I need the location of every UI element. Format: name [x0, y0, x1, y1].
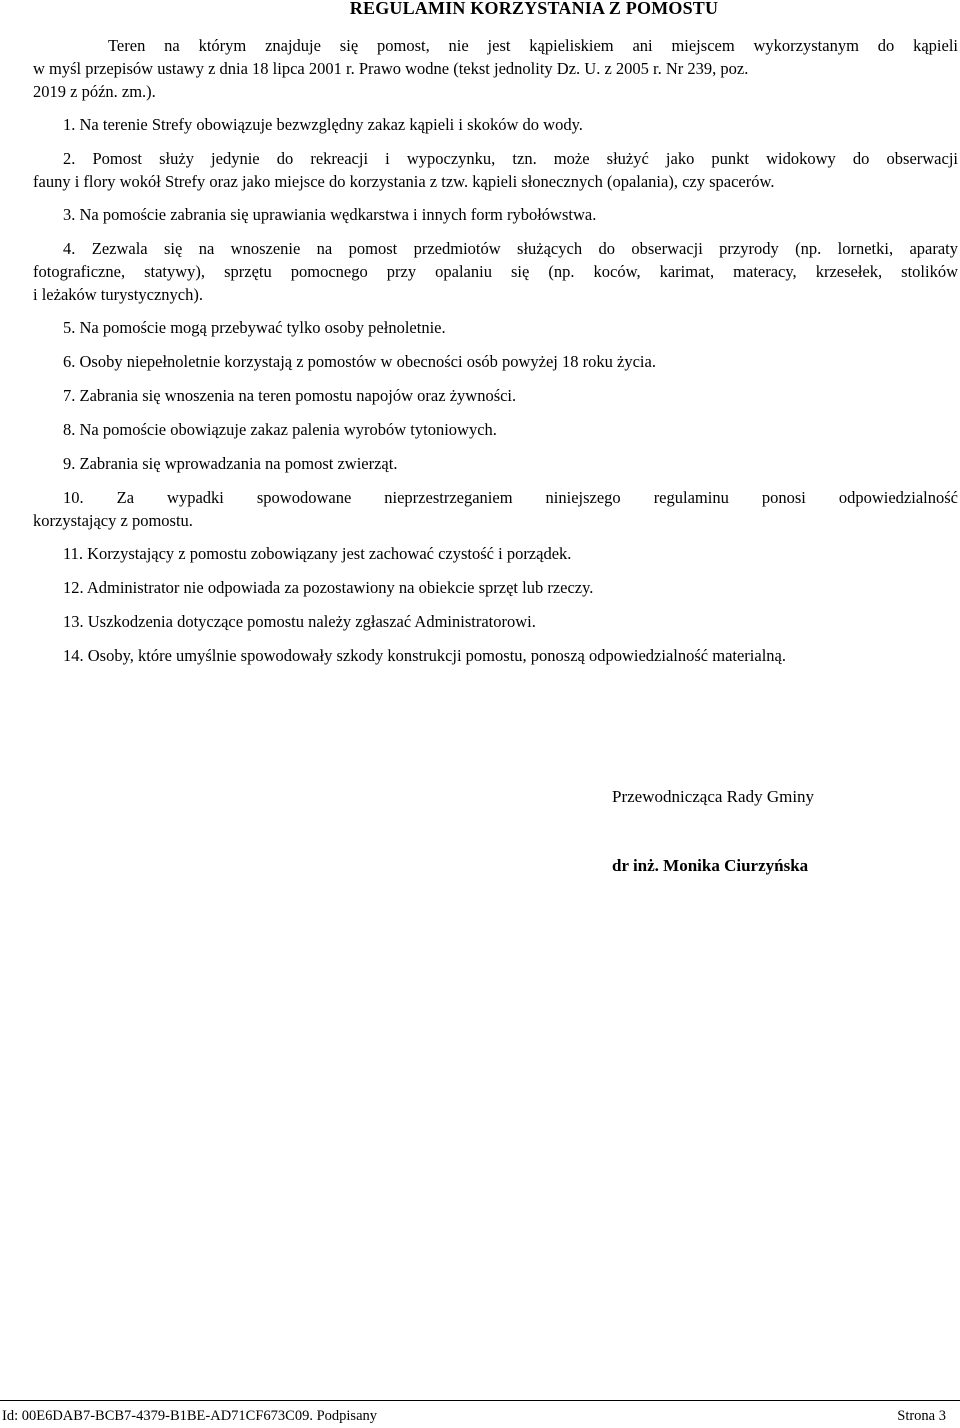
rule-item-3 — [33, 203, 958, 226]
rule-item-9 — [33, 452, 958, 475]
rule-item-10 — [33, 486, 958, 532]
rule-text: 12. Administrator nie odpowiada za pozostawiony na obiekcie sprzęt lub rzeczy. — [63, 578, 594, 597]
rule-text: 8. Na pomoście obowiązuje zakaz palenia wyrobów tytoniowych. — [63, 420, 497, 439]
signature-name: dr inż. Monika Ciurzyńska — [612, 856, 809, 875]
rule-item-11 — [33, 542, 958, 565]
intro-line-3: 2019 z późn. zm.). — [33, 82, 156, 101]
intro-line-2: w myśl przepisów ustawy z dnia 18 lipca 2001 r. Prawo wodne (tekst jednolity Dz. U. z 2005 r. Nr 239, poz. — [33, 59, 749, 78]
page-title: REGULAMIN KORZYSTANIA Z POMOSTU — [349, 0, 719, 18]
rule-item-2 — [33, 147, 958, 193]
rule-text-cont: fotograficzne, statywy), sprzętu pomocnego przy opalaniu się (np. koców, karimat, materacy, krzesełek, stolików — [33, 262, 958, 281]
rule-text-cont: korzystający z pomostu. — [33, 511, 193, 530]
rule-item-5 — [33, 316, 958, 339]
rule-item-4 — [33, 237, 958, 306]
rule-text-cont: fauny i flory wokół Strefy oraz jako miejsce do korzystania z tzw. kąpieli słonecznych (opalania), czy spacerów. — [33, 172, 775, 191]
intro-line-1: Teren na którym znajduje się pomost, nie jest kąpieliskiem ani miejscem wykorzystanym do kąpieli — [108, 36, 958, 55]
rule-text: 6. Osoby niepełnoletnie korzystają z pomostów w obecności osób powyżej 18 roku życia. — [63, 352, 656, 371]
footer-document-id: Id: 00E6DAB7-BCB7-4379-B1BE-AD71CF673C09. Podpisany — [2, 1408, 378, 1424]
rule-text: 3. Na pomoście zabrania się uprawiania wędkarstwa i innych form rybołówstwa. — [63, 205, 597, 224]
rule-text: 11. Korzystający z pomostu zobowiązany jest zachować czystość i porządek. — [63, 544, 572, 563]
rule-text: 14. Osoby, które umyślnie spowodowały szkody konstrukcji pomostu, ponoszą odpowiedzialność materialną. — [63, 646, 786, 665]
rule-text: 7. Zabrania się wnoszenia na teren pomostu napojów oraz żywności. — [63, 386, 517, 405]
rule-text: 1. Na terenie Strefy obowiązuje bezwzględny zakaz kąpieli i skoków do wody. — [63, 115, 583, 134]
footer-page-number: Strona 3 — [897, 1408, 946, 1424]
signature-role: Przewodnicząca Rady Gminy — [612, 787, 815, 806]
rule-item-6 — [33, 350, 958, 373]
rule-item-13 — [33, 610, 958, 633]
rule-text-cont: i leżaków turystycznych). — [33, 285, 203, 304]
rule-item-14 — [33, 644, 958, 667]
rule-item-12 — [33, 576, 958, 599]
intro-paragraph — [33, 34, 958, 103]
rule-text: 2. Pomost służy jedynie do rekreacji i wypoczynku, tzn. może służyć jako punkt widokowy do obserwacji — [63, 149, 958, 168]
rule-text: 13. Uszkodzenia dotyczące pomostu należy zgłaszać Administratorowi. — [63, 612, 536, 631]
rule-text: 10. Za wypadki spowodowane nieprzestrzeganiem niniejszego regulaminu ponosi odpowiedzialność — [63, 488, 958, 507]
rule-item-7 — [33, 384, 958, 407]
rule-item-1 — [33, 113, 958, 136]
rule-text: 9. Zabrania się wprowadzania na pomost zwierząt. — [63, 454, 398, 473]
footer-divider — [0, 1400, 960, 1401]
rule-text: 5. Na pomoście mogą przebywać tylko osoby pełnoletnie. — [63, 318, 446, 337]
rule-item-8 — [33, 418, 958, 441]
rule-text: 4. Zezwala się na wnoszenie na pomost przedmiotów służących do obserwacji przyrody (np. lornetki, aparaty — [63, 239, 958, 258]
